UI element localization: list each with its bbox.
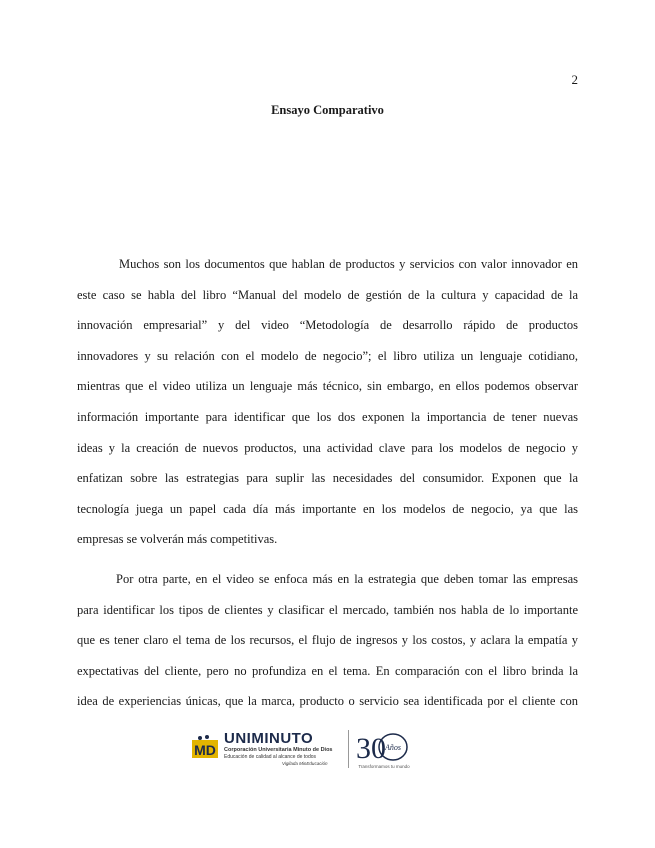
text-line: este caso se habla del libro “Manual del modelo de gestión de la cultura y capacidad de la [77, 287, 578, 302]
page-number: 2 [571, 72, 578, 87]
uniminuto-md-icon [190, 734, 220, 760]
text-line: expectativas del cliente, pero no profundiza en el tema. En comparación con el libro brinda la [77, 663, 578, 678]
text-line: idea de experiencias únicas, que la marca, producto o servicio sea identificada por el cliente con [77, 694, 578, 709]
text-line: información importante para identificar que los dos exponen la importancia de tener nuevas [77, 409, 578, 424]
text-line: para identificar los tipos de clientes y clasificar el mercado, también nos habla de lo importante [77, 602, 578, 617]
text-line: enfatizan sobre las estrategias para suplir las necesidades del consumidor. Exponen que la [77, 471, 578, 486]
essay-body [77, 249, 578, 717]
logo-divider [348, 730, 349, 768]
svg-text:MD: MD [194, 742, 216, 758]
text-line: empresas se volverán más competitivas. [77, 532, 278, 547]
text-line: Muchos son los documentos que hablan de productos y servicios con valor innovador en [119, 257, 578, 271]
logo-subtitle: Corporación Universitaria Minuto de Dios [224, 747, 333, 753]
anniversary-tagline: Transformamos tu mundo [358, 764, 410, 769]
logo-vigilada: Vigilada MinEducación [282, 761, 328, 766]
page-title: Ensayo Comparativo [271, 103, 384, 117]
logo-tagline: Educación de calidad al alcance de todos [224, 754, 317, 760]
text-line: innovación empresarial” y del video “Metodología de desarrollo rápido de productos [77, 318, 578, 333]
text-line: tecnología juega un papel cada día más importante en los modelos de negocio, ya que las [77, 501, 578, 516]
anniversary-number: 30 [356, 732, 386, 765]
logo-wordmark: UNIMINUTO [224, 730, 314, 747]
text-line: mientras que el video utiliza un lenguaje más técnico, sin embargo, en ellos podemos observar [77, 379, 578, 394]
text-line: ideas y la creación de nuevos productos, una actividad clave para los modelos de negocio y [77, 440, 578, 455]
anniversary-word: Años [385, 743, 401, 752]
text-line: innovadores y su relación con el modelo de negocio”; el libro utiliza un lenguaje cotidiano, [77, 348, 578, 363]
text-line: que es tener claro el tema de los recursos, el flujo de ingresos y los costos, y aclara la empatía y [77, 633, 578, 648]
text-line: Por otra parte, en el video se enfoca más en la estrategia que deben tomar las empresas [116, 571, 578, 586]
anniversary-30-icon [354, 728, 414, 770]
footer-logo [190, 728, 420, 774]
